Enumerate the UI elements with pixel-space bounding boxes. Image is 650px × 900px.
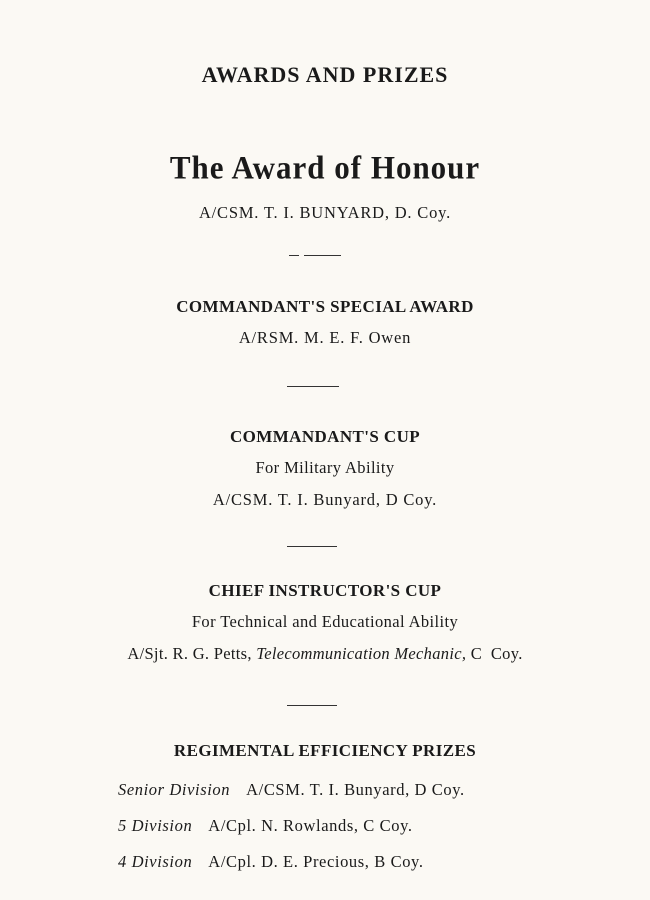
commandants-special-award-recipient: A/RSM. M. E. F. Owen bbox=[238, 328, 412, 347]
chief-instructors-cup-subtitle: For Technical and Educational Ability bbox=[191, 612, 459, 631]
award-of-honour-recipient: A/CSM. T. I. BUNYARD, D. Coy. bbox=[198, 203, 452, 222]
commandants-cup-subtitle: For Military Ability bbox=[255, 458, 395, 477]
division-recipient: A/CSM. T. I. Bunyard, D Coy. bbox=[246, 780, 465, 799]
chief-instructors-cup-heading: CHIEF INSTRUCTOR'S CUP bbox=[208, 581, 442, 600]
regimental-efficiency-prizes-heading: REGIMENTAL EFFICIENCY PRIZES bbox=[173, 741, 477, 760]
division-label: Senior Division bbox=[118, 780, 231, 799]
recipient-company: C Coy. bbox=[470, 644, 523, 663]
prize-row bbox=[118, 816, 413, 836]
division-recipient: A/Cpl. N. Rowlands, C Coy. bbox=[208, 816, 413, 835]
divider bbox=[304, 255, 341, 256]
page-title: AWARDS AND PRIZES bbox=[201, 62, 449, 87]
award-of-honour-heading: The Award of Honour bbox=[169, 149, 481, 186]
divider bbox=[287, 705, 337, 706]
commandants-cup-recipient: A/CSM. T. I. Bunyard, D Coy. bbox=[212, 490, 438, 509]
recipient-trade: Telecommunication Mechanic, bbox=[256, 644, 467, 663]
division-label: 5 Division bbox=[118, 816, 193, 835]
chief-instructors-cup-recipient-line bbox=[0, 644, 650, 664]
divider bbox=[289, 255, 299, 256]
prize-row bbox=[118, 852, 424, 872]
commandants-cup-heading: COMMANDANT'S CUP bbox=[229, 427, 421, 446]
division-recipient: A/Cpl. D. E. Precious, B Coy. bbox=[208, 852, 424, 871]
recipient-name: A/Sjt. R. G. Petts, bbox=[127, 644, 252, 663]
prize-row bbox=[118, 780, 465, 800]
divider bbox=[287, 546, 337, 547]
divider bbox=[287, 386, 339, 387]
division-label: 4 Division bbox=[118, 852, 193, 871]
commandants-special-award-heading: COMMANDANT'S SPECIAL AWARD bbox=[176, 297, 474, 316]
